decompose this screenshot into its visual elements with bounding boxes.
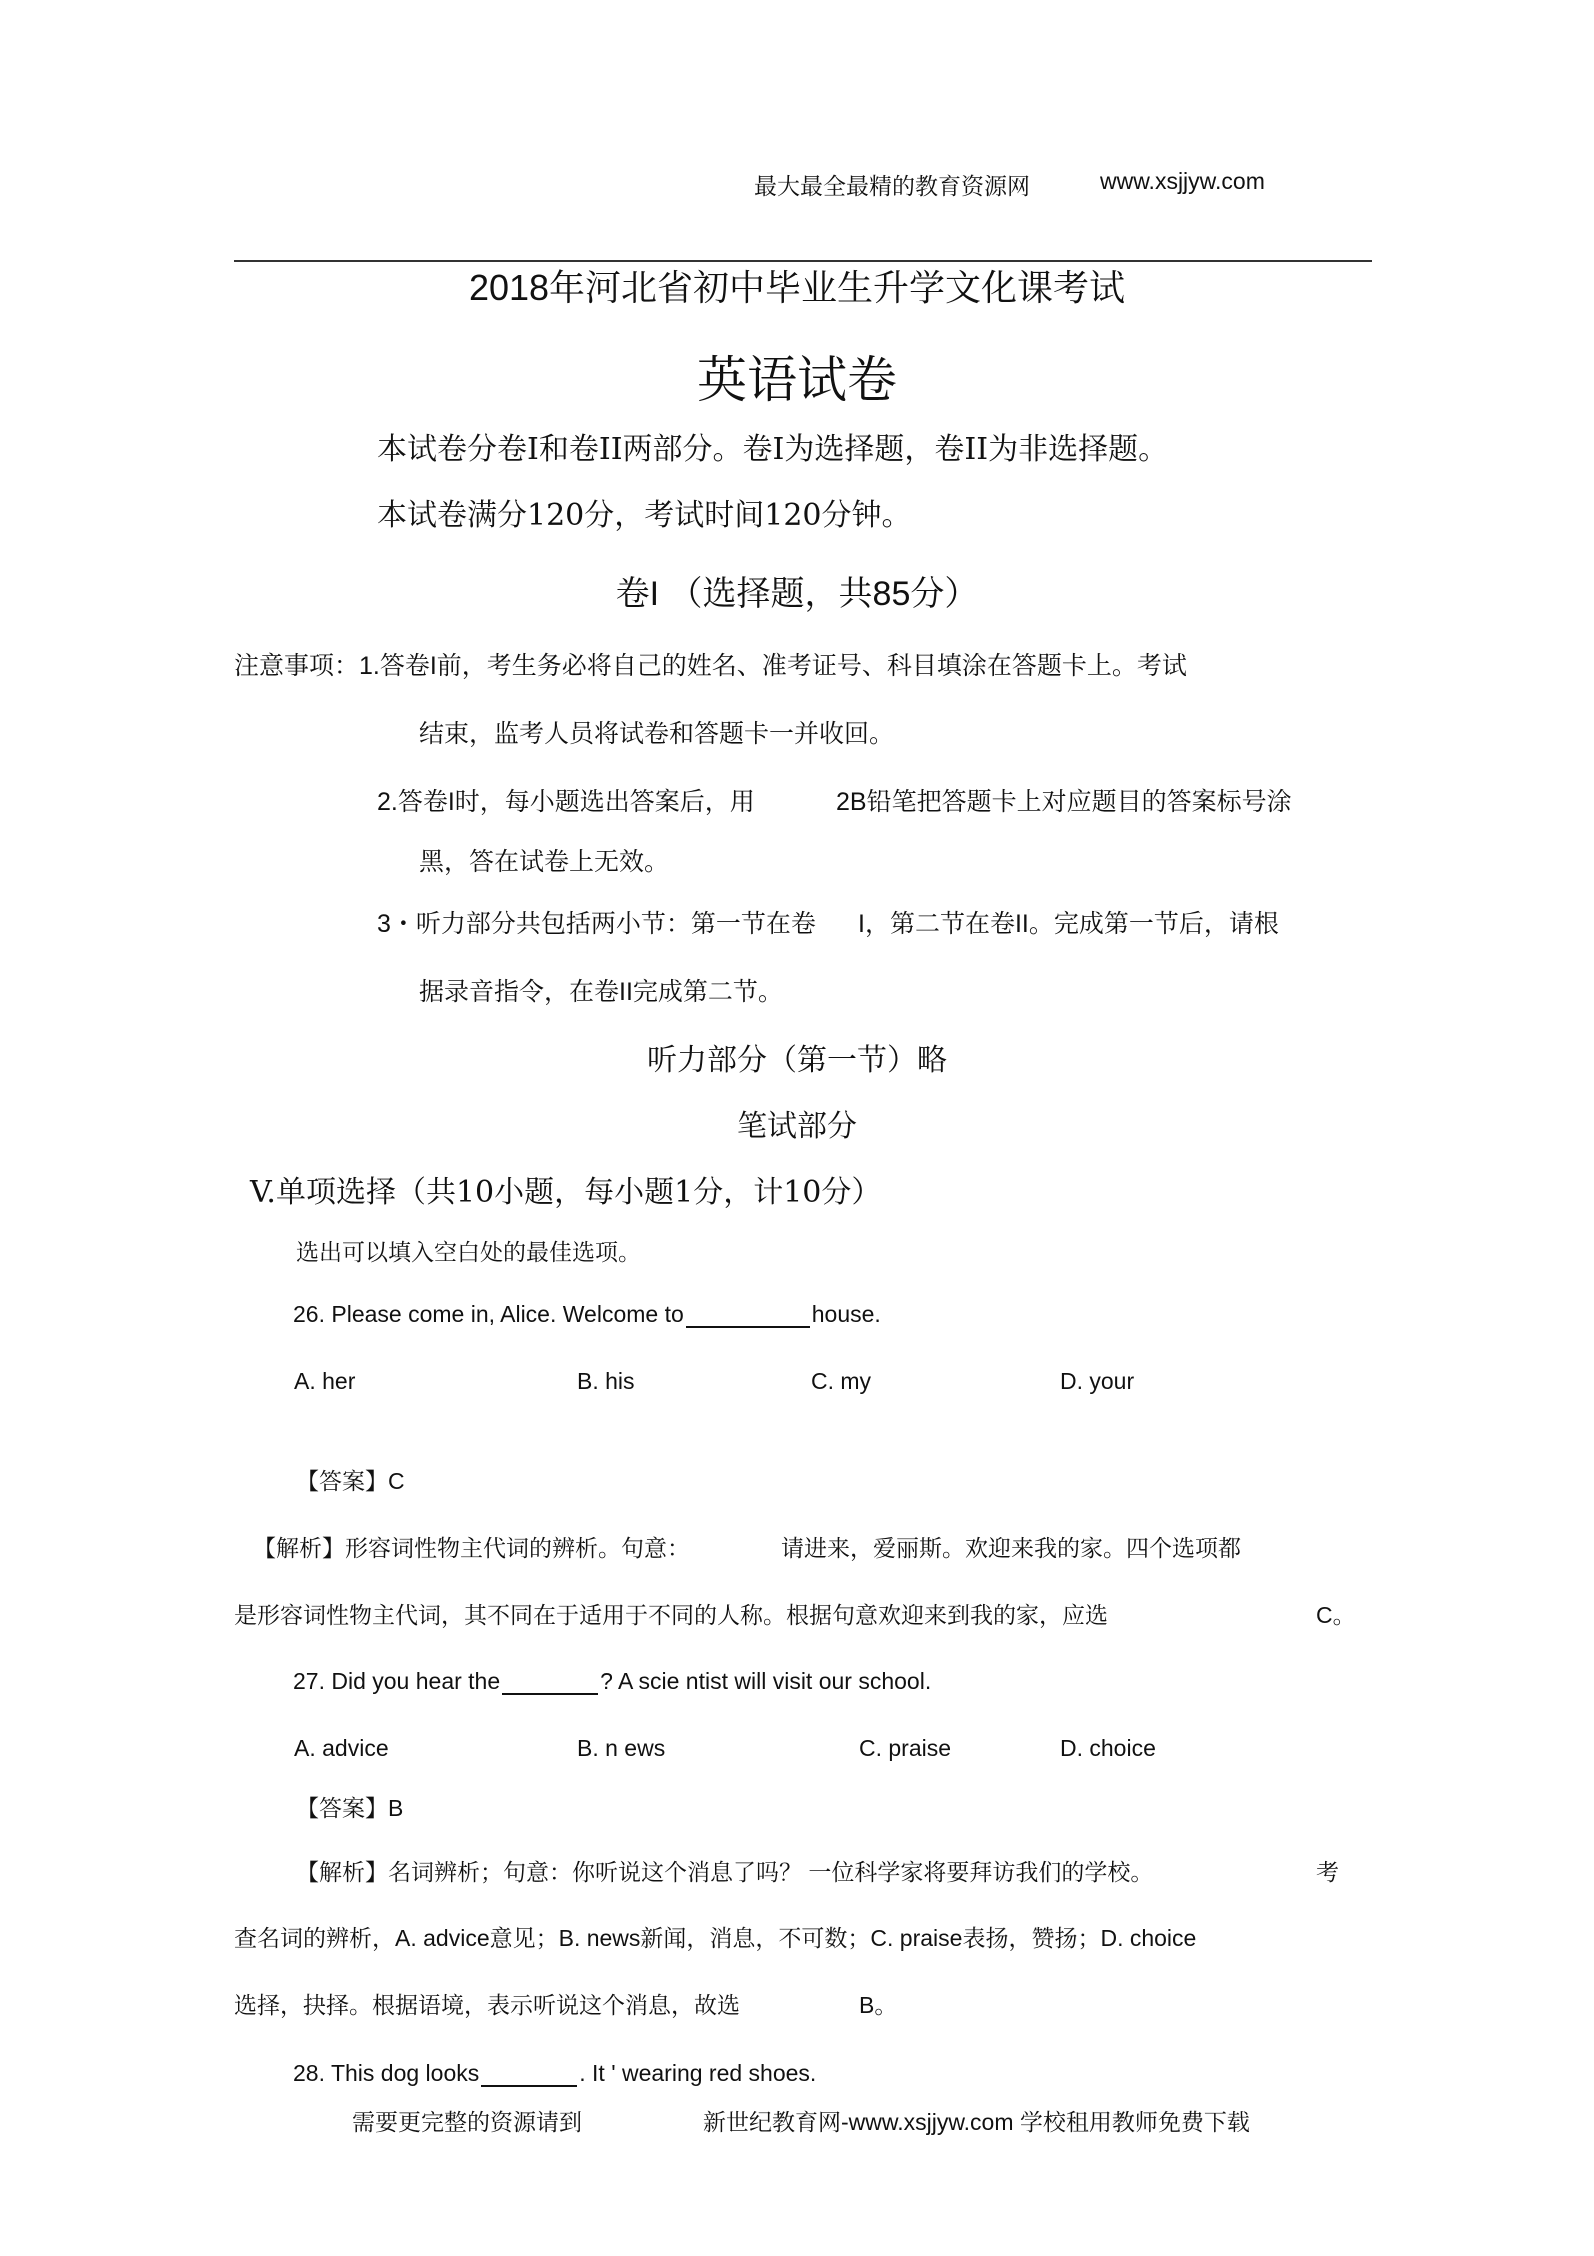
q27-option-a: A. advice [294,1735,389,1761]
q26-answer: 【答案】C [296,1468,405,1494]
q27-blank [502,1669,598,1695]
q26-option-b: B. his [577,1368,635,1394]
q26-blank [686,1302,810,1328]
exam-subtitle: 英语试卷 [697,351,897,409]
q27-stem-b: ? A scie ntist will visit our school. [600,1668,932,1694]
note-2-line-1a: 2.答卷I时，每小题选出答案后，用 [377,788,755,816]
listening-heading: 听力部分（第一节）略 [647,1043,947,1078]
q26-option-d: D. your [1060,1368,1135,1394]
intro-line-2: 本试卷满分120分，考试时间120分钟。 [377,498,912,533]
q26-analysis-line-1a: 【解析】形容词性物主代词的辨析。句意： [253,1535,690,1561]
note-1-line-1: 1.答卷I前，考生务必将自己的姓名、准考证号、科目填涂在答题卡上。考试 [359,652,1187,680]
note-3-line-2: 据录音指令，在卷II完成第二节。 [419,978,783,1006]
q26-stem-b: house. [811,1301,881,1327]
q27-answer: 【答案】B [296,1795,404,1821]
header-slogan: 最大最全最精的教育资源网 [754,173,1030,199]
q27-analysis-line-1b: 考 [1316,1859,1339,1885]
q27-option-c: C. praise [859,1735,952,1761]
question-27-stem [293,1668,931,1695]
note-3-line-1b: I，第二节在卷II。完成第一节后，请根 [858,910,1279,938]
exam-title: 2018年河北省初中毕业生升学文化课考试 [468,267,1126,308]
q26-analysis-line-1b: 请进来，爱丽斯。欢迎来我的家。四个选项都 [781,1535,1241,1561]
q26-analysis-line-2b: C。 [1316,1602,1356,1628]
q27-analysis-line-2: 查名词的辨析，A. advice意见；B. news新闻，消息，不可数；C. praise表扬，赞扬；D. choice [234,1925,1197,1951]
notes-label: 注意事项： [234,652,360,680]
q28-stem-a: 28. This dog looks [293,2060,480,2086]
written-heading: 笔试部分 [737,1109,857,1144]
q27-option-b: B. n ews [577,1735,666,1761]
q28-blank [481,2061,577,2087]
q26-analysis-line-2a: 是形容词性物主代词，其不同在于适用于不同的人称。根据句意欢迎来到我的家，应选 [234,1602,1108,1628]
q27-analysis-line-1a: 【解析】名词辨析；句意：你听说这个消息了吗？ 一位科学家将要拜访我们的学校。 [296,1859,1154,1885]
footer-right: 新世纪教育网-www.xsjjyw.com 学校租用教师免费下载 [703,2109,1250,2135]
question-26-stem [293,1301,881,1328]
q27-analysis-line-3b: B。 [859,1992,898,2018]
note-2-line-1b: 2B铅笔把答题卡上对应题目的答案标号涂 [836,788,1292,816]
intro-line-1: 本试卷分卷I和卷II两部分。卷I为选择题，卷II为非选择题。 [377,432,1169,467]
note-3-line-1a: 3・听力部分共包括两小节：第一节在卷 [377,910,816,938]
q27-analysis-line-3a: 选择，抉择。根据语境，表示听说这个消息，故选 [234,1992,740,2018]
q27-option-d: D. choice [1060,1735,1156,1761]
note-2-line-2: 黑，答在试卷上无效。 [419,848,670,876]
header-website: www.xsjjyw.com [1100,168,1265,194]
notes-block [234,646,1187,682]
footer-left: 需要更完整的资源请到 [352,2109,582,2135]
q28-stem-b: . It ' wearing red shoes. [579,2060,817,2086]
section-5-instruction: 选出可以填入空白处的最佳选项。 [296,1239,641,1265]
question-28-stem [293,2060,816,2087]
section-5-title: V.单项选择（共10小题，每小题1分，计10分） [250,1175,882,1210]
q27-stem-a: 27. Did you hear the [293,1668,501,1694]
note-1-line-2: 结束，监考人员将试卷和答题卡一并收回。 [419,720,895,748]
q26-option-a: A. her [294,1368,356,1394]
section-1-title: 卷I （选择题，共85分） [615,575,979,613]
q26-option-c: C. my [811,1368,872,1394]
q26-stem-a: 26. Please come in, Alice. Welcome to [293,1301,684,1327]
